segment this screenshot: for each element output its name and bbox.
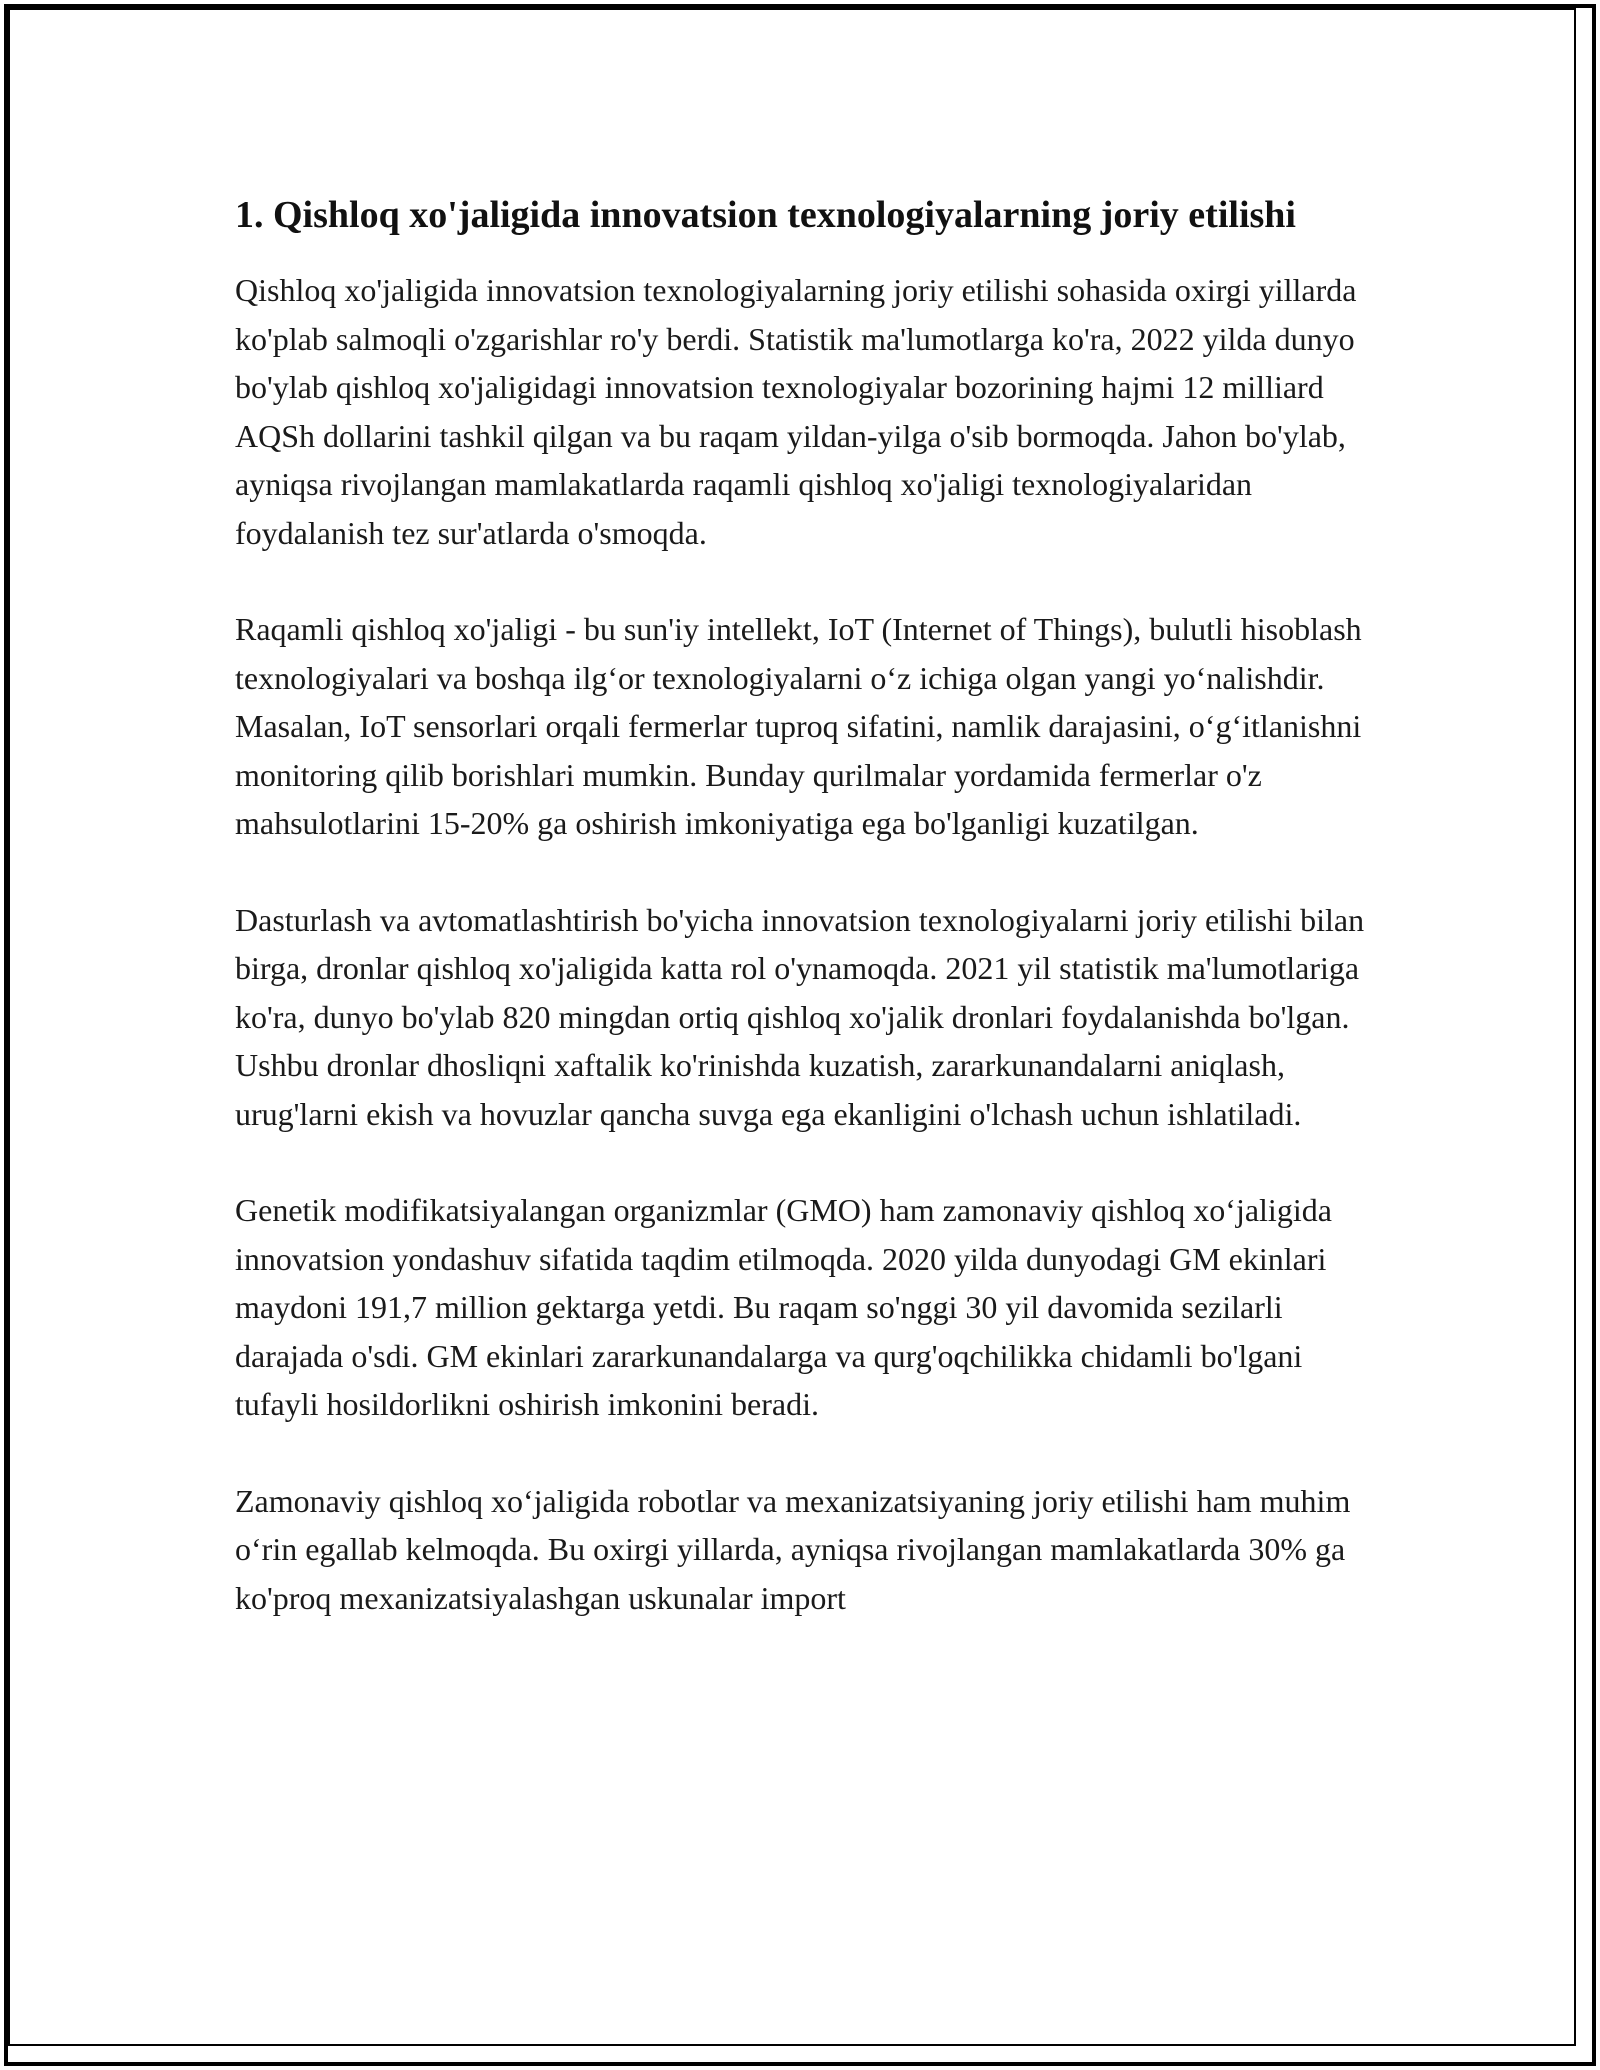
paragraph-4: Genetik modifikatsiyalangan organizmlar (GMO) ham zamonaviy qishloq xo‘jaligida innovatsion yondashuv sifatida taqdim etilmoqda. 2020 yilda dunyodagi GM ekinlari maydoni 191,7 million gektarga yetdi. Bu raqam so'nggi 30 yil davomida sezilarli darajada o'sdi. GM ekinlari zararkunandalarga va qurg'oqchilikka chidamli bo'lgani tufayli hosildorlikni oshirish imkonini beradi. [235,1192,1332,1422]
section-heading: 1. Qishloq xo'jaligida innovatsion texnologiyalarning joriy etilishi [235,194,1296,236]
paragraph-5: Zamonaviy qishloq xo‘jaligida robotlar va mexanizatsiyaning joriy etilishi ham muhim o‘rin egallab kelmoqda. Bu oxirgi yillarda, ayniqsa rivojlangan mamlakatlarda 30% ga ko'proq mexanizatsiyalashgan uskunalar import [235,1482,1351,1616]
paragraph-2: Raqamli qishloq xo'jaligi - bu sun'iy intellekt, IoT (Internet of Things), bulutli hisoblash texnologiyalari va boshqa ilg‘or texnologiyalarni o‘z ichiga olgan yangi yo‘nalishdir. Masalan, IoT sensorlari orqali fermerlar tuproq sifatini, namlik darajasini, o‘g‘itlanishni monitoring qilib borishlari mumkin. Bunday qurilmalar yordamida fermerlar o'z mahsulotlarini 15-20% ga oshirish imkoniyatiga ega bo'lganligi kuzatilgan. [235,611,1362,841]
document-body [235,188,1375,1670]
paragraph-3: Dasturlash va avtomatlashtirish bo'yicha innovatsion texnologiyalarni joriy etilishi bilan birga, dronlar qishloq xo'jaligida katta rol o'ynamoqda. 2021 yil statistik ma'lumotlariga ko'ra, dunyo bo'ylab 820 mingdan ortiq qishloq xo'jalik dronlari foydalanishda bo'lgan. Ushbu dronlar dhosliqni xaftalik ko'rinishda kuzatish, zararkunandalarni aniqlash, urug'larni ekish va hovuzlar qancha suvga ega ekanligini o'lchash uchun ishlatiladi. [235,901,1365,1132]
paragraph-1: Qishloq xo'jaligida innovatsion texnologiyalarning joriy etilishi sohasida oxirgi yillarda ko'plab salmoqli o'zgarishlar ro'y berdi. Statistik ma'lumotlarga ko'ra, 2022 yilda dunyo bo'ylab qishloq xo'jaligidagi innovatsion texnologiyalar bozorining hajmi 12 milliard AQSh dollarini tashkil qilgan va bu raqam yildan-yilga o'sib bormoqda. Jahon bo'ylab, ayniqsa rivojlangan mamlakatlarda raqamli qishloq xo'jaligi texnologiyalaridan foydalanish tez sur'atlarda o'smoqda. [235,272,1357,551]
